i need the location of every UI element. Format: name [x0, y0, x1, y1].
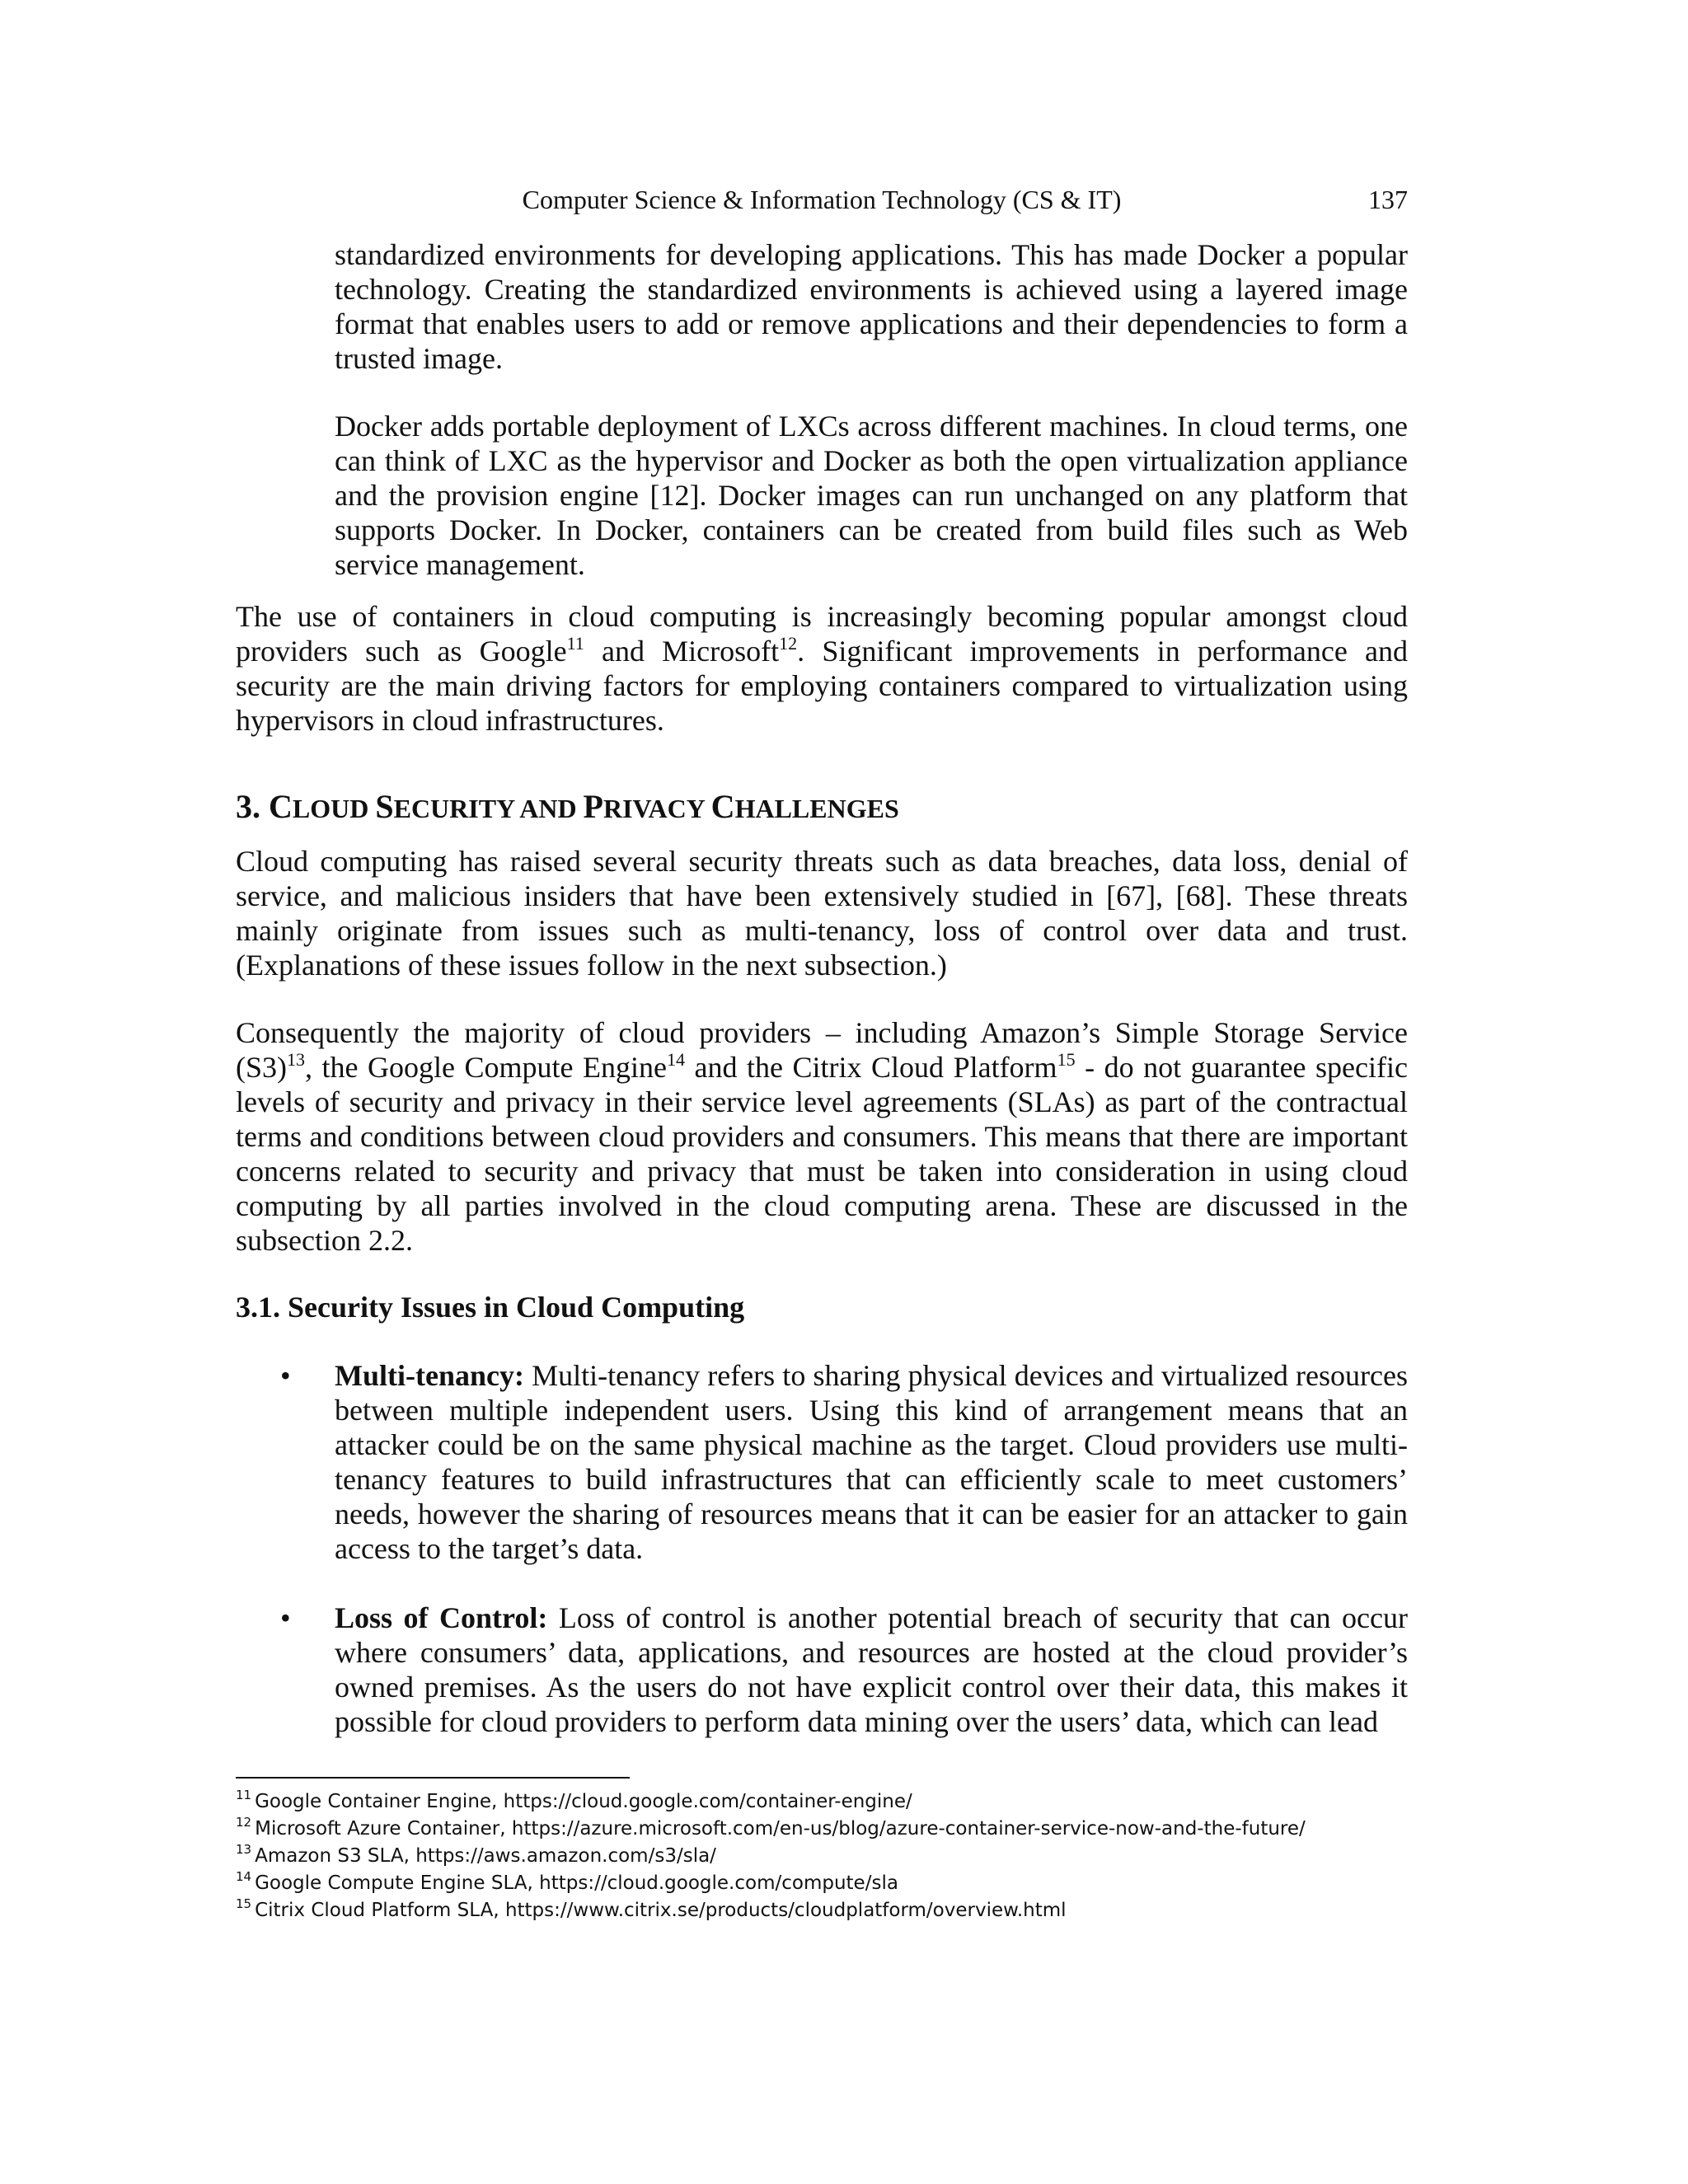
sla-text-2: , the Google Compute Engine [305, 1051, 667, 1084]
running-title: Computer Science & Information Technology (CS & IT) [522, 185, 1122, 214]
footnote [236, 1870, 1472, 1897]
page-number: 137 [1368, 185, 1408, 214]
footnote-ref-13[interactable]: 13 [287, 1049, 305, 1070]
heading-initial-s: S [375, 788, 394, 825]
footnote-ref-15[interactable]: 15 [1057, 1049, 1076, 1070]
bullet-term: Loss of Control: [335, 1601, 548, 1634]
bullet-icon: • [280, 1359, 291, 1392]
containers-text-1: The use of containers in cloud computing is increasingly becoming popular amongst cloud providers such as Google [236, 600, 1408, 668]
heading-word-security: ECURITY [393, 794, 520, 823]
subsection-3-1-heading: 3.1. Security Issues in Cloud Computing [236, 1291, 745, 1324]
bullet-term: Multi-tenancy: [335, 1359, 524, 1392]
footnote-number: 11 [236, 1788, 252, 1802]
section-3-paragraph-1: Cloud computing has raised several security threats such as data breaches, data loss, denial of service, and malicious insiders that have been extensively studied in [67], [68]. These threats mainly originate from issues such as multi-tenancy, loss of control over data and trust. (Explanations of these issues follow in the next subsection.) [236, 845, 1408, 982]
bullet-text: Multi-tenancy refers to sharing physical devices and virtualized resources between multiple independent users. Using this kind of arrangement means that an attacker could be on the same physical machine as the target. Cloud providers use multi-tenancy features to build infrastructures that can efficiently scale to meet customers’ needs, however the sharing of resources means that it can be easier for an attacker to gain access to the target’s data. [335, 1359, 1408, 1565]
containers-text-3: . Significant improvements in performance and security are the main driving factors for employing containers compared to virtualization using hypervisors in cloud infrastructures. [236, 635, 1408, 737]
section-3-paragraph-2 [236, 1015, 1408, 1258]
footnote-text[interactable]: Google Compute Engine SLA, https://cloud.google.com/compute/sla [255, 1872, 898, 1894]
footnote-ref-14[interactable]: 14 [667, 1049, 685, 1070]
bullet-icon: • [280, 1601, 291, 1634]
footnote-number: 12 [236, 1815, 252, 1830]
footnote-ref-12[interactable]: 12 [779, 633, 798, 654]
heading-initial-c2: C [710, 788, 735, 825]
heading-initial-p: P [583, 788, 603, 825]
sla-text-1: Consequently the majority of cloud providers – including Amazon’s Simple Storage Service (S3) [236, 1016, 1408, 1084]
footnote [236, 1816, 1472, 1843]
heading-word-cloud: LOUD [292, 794, 376, 823]
footnote-divider [236, 1777, 630, 1779]
heading-word-privacy: RIVACY [603, 794, 711, 823]
section-number: 3. [236, 788, 269, 825]
footnote-number: 15 [236, 1896, 252, 1911]
heading-initial-c: C [269, 788, 293, 825]
containers-paragraph [236, 599, 1408, 738]
footnote [236, 1788, 1472, 1816]
footnote-text[interactable]: Amazon S3 SLA, https://aws.amazon.com/s3/sla/ [255, 1845, 716, 1867]
bullet-text: Loss of control is another potential breach of security that can occur where consumers’ data, applications, and resources are hosted at the cloud provider’s owned premises. As the users do not have explicit control over their data, this makes it possible for cloud providers to perform data mining over the users’ data, which can lead [335, 1601, 1408, 1738]
footnote-number: 14 [236, 1869, 252, 1884]
footnote [236, 1897, 1472, 1924]
footnote-text[interactable]: Microsoft Azure Container, https://azure.microsoft.com/en-us/blog/azure-container-service-now-and-the-future/ [255, 1818, 1306, 1840]
sla-text-3: and the Citrix Cloud Platform [685, 1051, 1057, 1084]
bullet-loss-of-control [335, 1601, 1408, 1739]
footnote-ref-11[interactable]: 11 [566, 633, 584, 654]
section-3-heading [236, 787, 1472, 828]
footnote-number: 13 [236, 1842, 252, 1857]
footnotes [236, 1788, 1472, 1924]
footnote-text[interactable]: Google Container Engine, https://cloud.google.com/container-engine/ [255, 1791, 912, 1812]
footnote-text[interactable]: Citrix Cloud Platform SLA, https://www.citrix.se/products/cloudplatform/overview.html [255, 1900, 1067, 1921]
bullet-multi-tenancy [335, 1358, 1408, 1566]
footnote [236, 1843, 1472, 1870]
heading-word-challenges: HALLENGES [734, 794, 899, 823]
containers-text-2: and Microsoft [584, 635, 780, 668]
heading-word-and: AND [519, 794, 584, 823]
running-header [236, 183, 1408, 216]
docker-paragraph-2: Docker adds portable deployment of LXCs across different machines. In cloud terms, one can think of LXC as the hypervisor and Docker as both the open virtualization appliance and the provision engine [12]. Docker images can run unchanged on any platform that supports Docker. In Docker, containers can be created from build files such as Web service management. [335, 410, 1408, 581]
sla-text-4: - do not guarantee specific levels of security and privacy in their service level agreements (SLAs) as part of the contractual terms and conditions between cloud providers and consumers. This means that there are important concerns related to security and privacy that must be taken into consideration in using cloud computing by all parties involved in the cloud computing arena. These are discussed in the subsection 2.2. [236, 1051, 1408, 1257]
docker-paragraph-1: standardized environments for developing applications. This has made Docker a popular technology. Creating the standardized environments is achieved using a layered image format that enables users to add or remove applications and their dependencies to form a trusted image. [335, 238, 1408, 375]
